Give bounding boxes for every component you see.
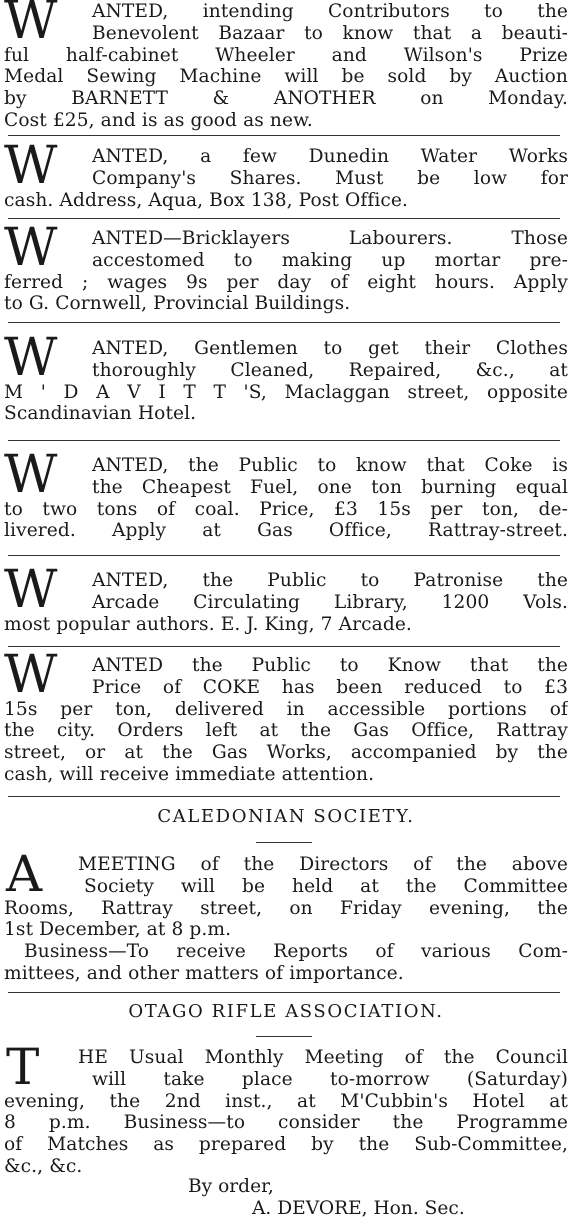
ad-line: most popular authors. E. J. King, 7 Arcade. [4, 613, 412, 635]
ad-line: to G. Cornwell, Provincial Buildings. [4, 293, 351, 315]
ad-line: cash. Address, Aqua, Box 138, Post Office. [4, 189, 409, 211]
divider-rule [8, 135, 560, 136]
short-rule [256, 1036, 312, 1037]
ad-line: 15s per ton, delivered in accessible portions of [4, 698, 568, 720]
ad-line: the city. Orders left at the Gas Office, Rattray [4, 720, 568, 742]
drop-cap: W [4, 328, 58, 388]
ad-line: the Cheapest Fuel, one ton burning equal [92, 476, 568, 498]
ad-line: Price of COKE has been reduced to £3 [92, 676, 568, 698]
by-order: By order, [188, 1176, 274, 1197]
notice-heading-rifle: OTAGO RIFLE ASSOCIATION. [128, 1001, 444, 1022]
ad-line: M ' D A V I T T 'S, Maclaggan street, opposite [4, 381, 568, 403]
notice-rifle-meeting [4, 1038, 568, 1178]
ad-line: cash, will receive immediate attention. [4, 763, 375, 785]
notice-heading-caledonian: CALEDONIAN SOCIETY. [157, 806, 415, 827]
ad-clothes-cleaning [4, 328, 568, 425]
drop-cap: W [4, 560, 58, 620]
ad-line: 8 p.m. Business—to consider the Programme [4, 1112, 568, 1134]
drop-cap: W [4, 0, 58, 51]
ad-line: Rooms, Rattray street, on Friday evening, the [4, 897, 568, 919]
ad-line: Medal Sewing Machine will be sold by Auction [4, 66, 568, 88]
notice-caledonian-meeting [4, 845, 568, 985]
ad-line: ferred ; wages 9s per day of eight hours. Apply [4, 271, 568, 293]
ad-line: livered. Apply at Gas Office, Rattray-street. [4, 520, 568, 542]
divider-rule [8, 646, 560, 647]
drop-cap: W [4, 218, 58, 278]
ad-line: ful half-cabinet Wheeler and Wilson's Prize [4, 44, 568, 66]
ad-line: mittees, and other matters of importance. [4, 962, 404, 984]
ad-line: Scandinavian Hotel. [4, 403, 197, 425]
drop-cap: T [6, 1038, 40, 1096]
ad-line: Society will be held at the Committee [84, 875, 568, 897]
ad-line: evening, the 2nd inst., at M'Cubbin's Hotel at [4, 1090, 568, 1112]
ad-line: thoroughly Cleaned, Repaired, &c., at [92, 359, 568, 381]
ad-sewing-machine [4, 1, 568, 132]
ad-coke-price [4, 645, 568, 786]
drop-cap: W [4, 136, 58, 196]
ad-line: ANTED, Gentlemen to get their Clothes [92, 338, 568, 359]
ad-line: to two tons of coal. Price, £3 15s per ton, de- [4, 498, 568, 520]
ad-line: Benevolent Bazaar to know that a beauti- [92, 22, 568, 44]
ad-line: of Matches as prepared by the Sub-Committee, [4, 1134, 568, 1156]
divider-rule [8, 322, 560, 323]
ad-line: ANTED, the Public to know that Coke is [92, 455, 568, 476]
ad-line: HE Usual Monthly Meeting of the Council [78, 1047, 568, 1068]
ad-water-works-shares [4, 136, 568, 211]
ad-coke-fuel [4, 445, 568, 542]
ad-line: Arcade Circulating Library, 1200 Vols. [92, 591, 568, 613]
ad-line: street, or at the Gas Works, accompanied by the [4, 742, 568, 764]
ad-line: by BARNETT & ANOTHER on Monday. [4, 88, 568, 110]
ad-bricklayers [4, 218, 568, 315]
ad-line: Business—To receive Reports of various Com- [24, 941, 568, 963]
ad-line: accestomed to making up mortar pre- [92, 249, 568, 271]
ad-line: ANTED, the Public to Patronise the [92, 570, 568, 591]
drop-cap: W [4, 645, 58, 705]
divider-rule [8, 555, 560, 556]
ad-line: ANTED, a few Dunedin Water Works [92, 146, 568, 167]
ad-line: 1st December, at 8 p.m. [4, 919, 232, 941]
ad-line: ANTED, intending Contributors to the [92, 1, 568, 22]
ad-line: will take place to-morrow (Saturday) [92, 1068, 568, 1090]
drop-cap: W [4, 445, 58, 505]
ad-line: ANTED the Public to Know that the [92, 655, 568, 676]
ad-line: Cost £25, and is as good as new. [4, 109, 313, 131]
divider-rule [8, 218, 560, 219]
ad-line: &c., &c. [4, 1155, 83, 1177]
ad-line: MEETING of the Directors of the above [78, 854, 568, 875]
divider-rule [8, 796, 560, 797]
ad-circulating-library [4, 560, 568, 635]
ad-line: ANTED—Bricklayers Labourers. Those [92, 228, 568, 249]
drop-cap: A [6, 845, 43, 903]
signature-hon-sec: A. DEVORE, Hon. Sec. [252, 1198, 465, 1219]
short-rule [256, 842, 312, 843]
ad-line: Company's Shares. Must be low for [92, 167, 568, 189]
divider-rule [8, 992, 560, 993]
divider-rule [8, 440, 560, 441]
